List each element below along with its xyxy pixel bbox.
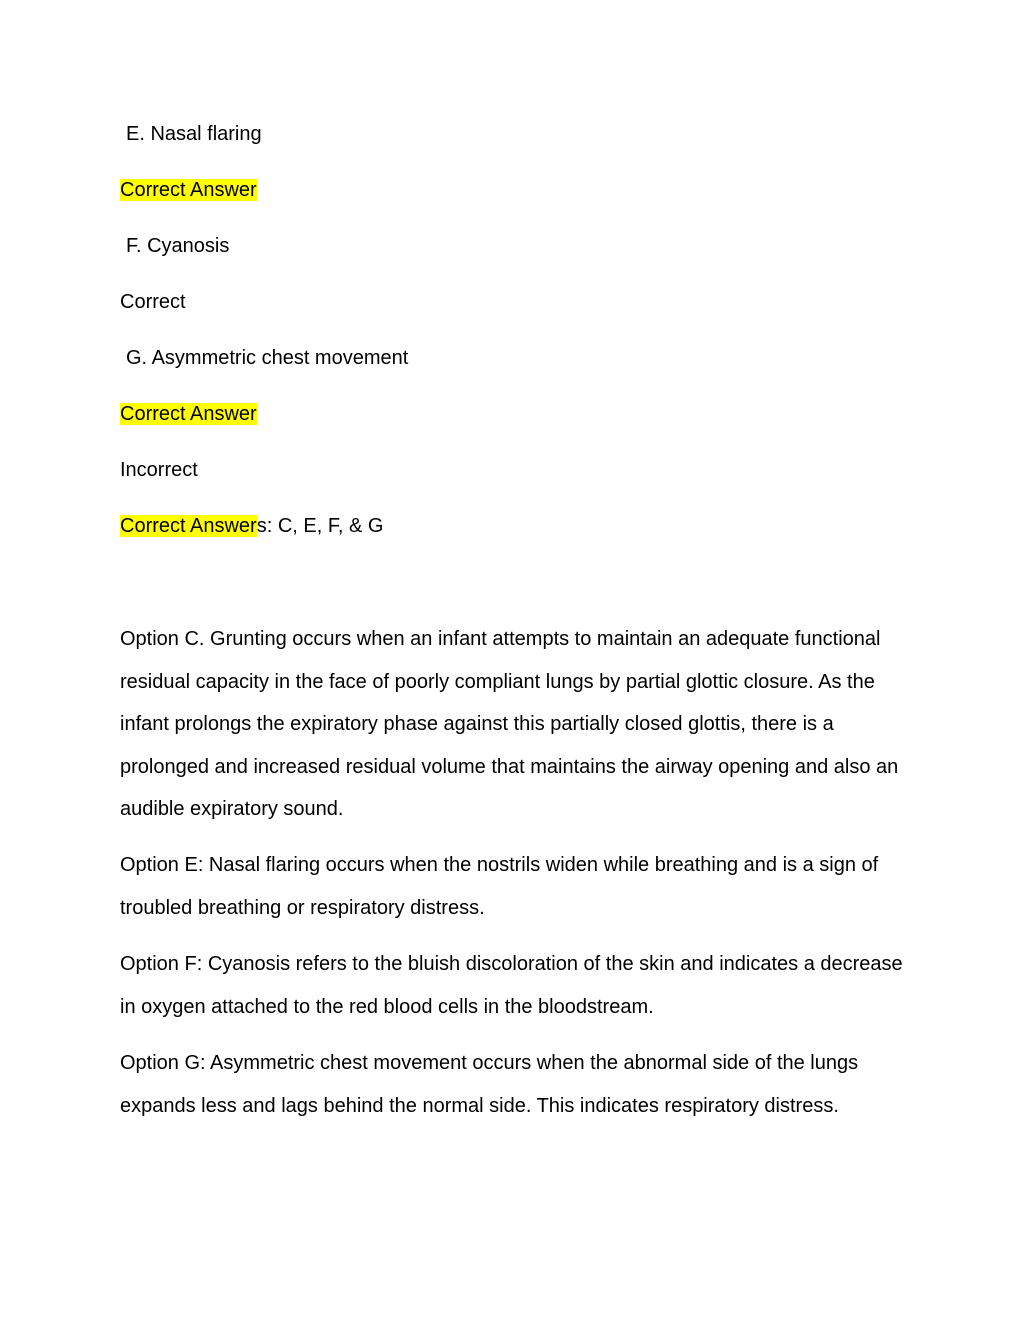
- explanation-option-e: Option E: Nasal flaring occurs when the nostrils widen while breathing and is a sign of troubled breathing or respiratory distress.: [120, 854, 879, 919]
- option-g-line: G. Asymmetric chest movement: [126, 347, 409, 369]
- correct-answers-summary: [120, 512, 383, 540]
- explanation-option-c: Option C. Grunting occurs when an infant attempts to maintain an adequate functional residual capacity in the face of poorly compliant lungs by partial glottic closure. As the infant prolongs the expiratory phase against this partially closed glottis, there is a prolonged and increased residual volume that maintains the airway opening and also an audible expiratory sound.: [120, 628, 899, 820]
- option-e-line: E. Nasal flaring: [126, 123, 262, 145]
- correct-answer-label: [120, 176, 257, 204]
- highlighted-correct-answers: Correct Answer: [120, 515, 257, 537]
- explanation-option-f: Option F: Cyanosis refers to the bluish discoloration of the skin and indicates a decrease in oxygen attached to the red blood cells in the bloodstream.: [120, 953, 903, 1018]
- incorrect-label: Incorrect: [120, 459, 198, 481]
- explanation-option-g: Option G: Asymmetric chest movement occurs when the abnormal side of the lungs expands less and lags behind the normal side. This indicates respiratory distress.: [120, 1052, 859, 1117]
- option-f-line: F. Cyanosis: [126, 235, 230, 257]
- highlighted-correct-answer: Correct Answer: [120, 403, 257, 425]
- correct-answer-label: [120, 400, 257, 428]
- highlighted-correct-answer: Correct Answer: [120, 179, 257, 201]
- correct-answers-list: s: C, E, F, & G: [256, 515, 384, 537]
- correct-label: Correct: [120, 291, 186, 313]
